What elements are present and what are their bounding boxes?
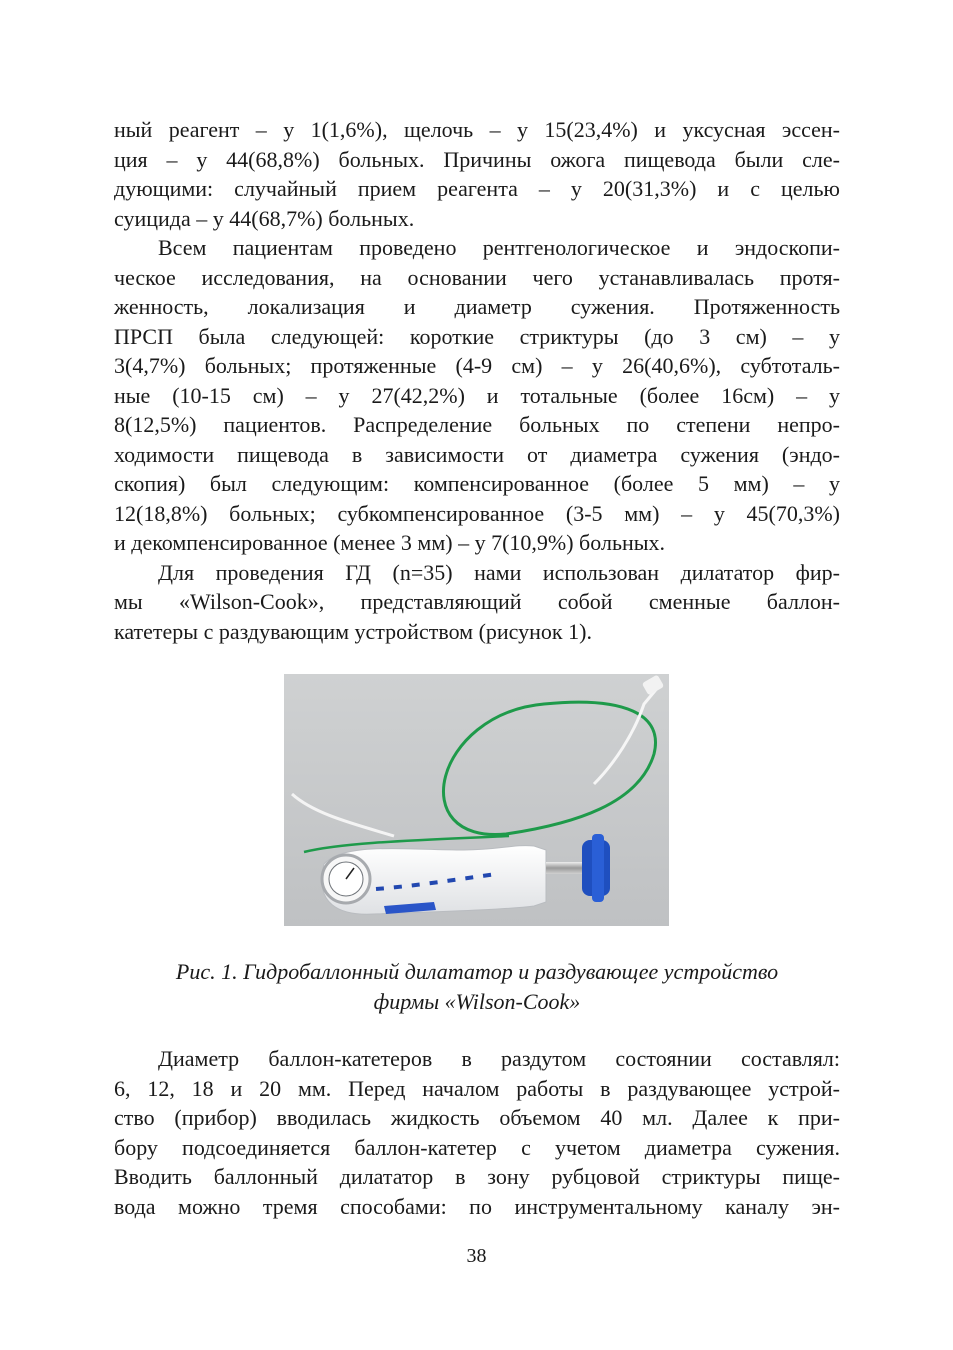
body-text-bottom bbox=[114, 1044, 840, 1221]
text-line: дующими: случайный прием реагента – у 20(31,3%) и с целью bbox=[114, 176, 840, 201]
text-line: женность, локализация и диаметр сужения. Протяженность bbox=[114, 294, 840, 319]
paragraph-2 bbox=[114, 233, 840, 558]
text-line: скопия) был следующим: компенсированное (более 5 мм) – у bbox=[114, 471, 840, 496]
text-line: 3(4,7%) больных; протяженные (4-9 см) – у 26(40,6%), субтоталь- bbox=[114, 353, 840, 378]
text-line: катетеры с раздувающим устройством (рисунок 1). bbox=[114, 618, 592, 644]
text-line: ческое исследования, на основании чего устанавливалась протя- bbox=[114, 264, 840, 290]
page-number: 38 bbox=[466, 1245, 487, 1267]
text-line: суицида – у 44(68,7%) больных. bbox=[114, 205, 415, 231]
text-line: Диаметр баллон-катетеров в раздутом состоянии составлял: bbox=[158, 1046, 840, 1071]
dilator-photo bbox=[284, 674, 669, 926]
text-line: ные (10-15 см) – у 27(42,2%) и тотальные (более 16см) – у bbox=[114, 382, 840, 408]
paragraph-3 bbox=[114, 558, 840, 647]
text-line: бору подсоединяется баллон-катетер с учетом диаметра сужения. bbox=[114, 1134, 840, 1160]
text-line: ный реагент – у 1(1,6%), щелочь – у 15(23,4%) и уксусная эссен- bbox=[114, 117, 840, 142]
text-line: Вводить баллонный дилататор в зону рубцовой стриктуры пище- bbox=[114, 1164, 840, 1189]
text-line: вода можно тремя способами: по инструментальному каналу эн- bbox=[114, 1193, 840, 1219]
text-line: 6, 12, 18 и 20 мм. Перед началом работы в раздувающее устрой- bbox=[114, 1075, 840, 1101]
paragraph-4 bbox=[114, 1044, 840, 1221]
dilator-device-image bbox=[284, 674, 669, 926]
caption-line: Рис. 1. Гидробаллонный дилататор и раздувающее устройство bbox=[175, 959, 779, 984]
text-line: ПРСП была следующей: короткие стриктуры (до 3 см) – у bbox=[114, 323, 840, 349]
text-line: Для проведения ГД (n=35) нами использован дилататор фир- bbox=[158, 559, 840, 585]
caption-line: фирмы «Wilson-Cook» bbox=[373, 989, 581, 1014]
text-line: 12(18,8%) больных; субкомпенсированное (3-5 мм) – у 45(70,3%) bbox=[114, 500, 840, 526]
paragraph-1 bbox=[114, 115, 840, 233]
text-line: и декомпенсированное (менее 3 мм) – у 7(10,9%) больных. bbox=[114, 530, 666, 555]
text-line: ходимости пищевода в зависимости от диаметра сужения (эндо- bbox=[114, 441, 840, 467]
text-line: 8(12,5%) пациентов. Распределение больных по степени непро- bbox=[114, 412, 840, 437]
text-line: ство (прибор) вводилась жидкость объемом 40 мл. Далее к при- bbox=[114, 1105, 840, 1130]
body-text-top bbox=[114, 115, 840, 646]
text-line: ция – у 44(68,8%) больных. Причины ожога пищевода были сле- bbox=[114, 146, 840, 172]
text-line: мы «Wilson-Cook», представляющий собой сменные баллон- bbox=[114, 589, 840, 614]
text-line: Всем пациентам проведено рентгенологическое и эндоскопи- bbox=[158, 235, 840, 260]
figure-caption bbox=[114, 957, 840, 1017]
